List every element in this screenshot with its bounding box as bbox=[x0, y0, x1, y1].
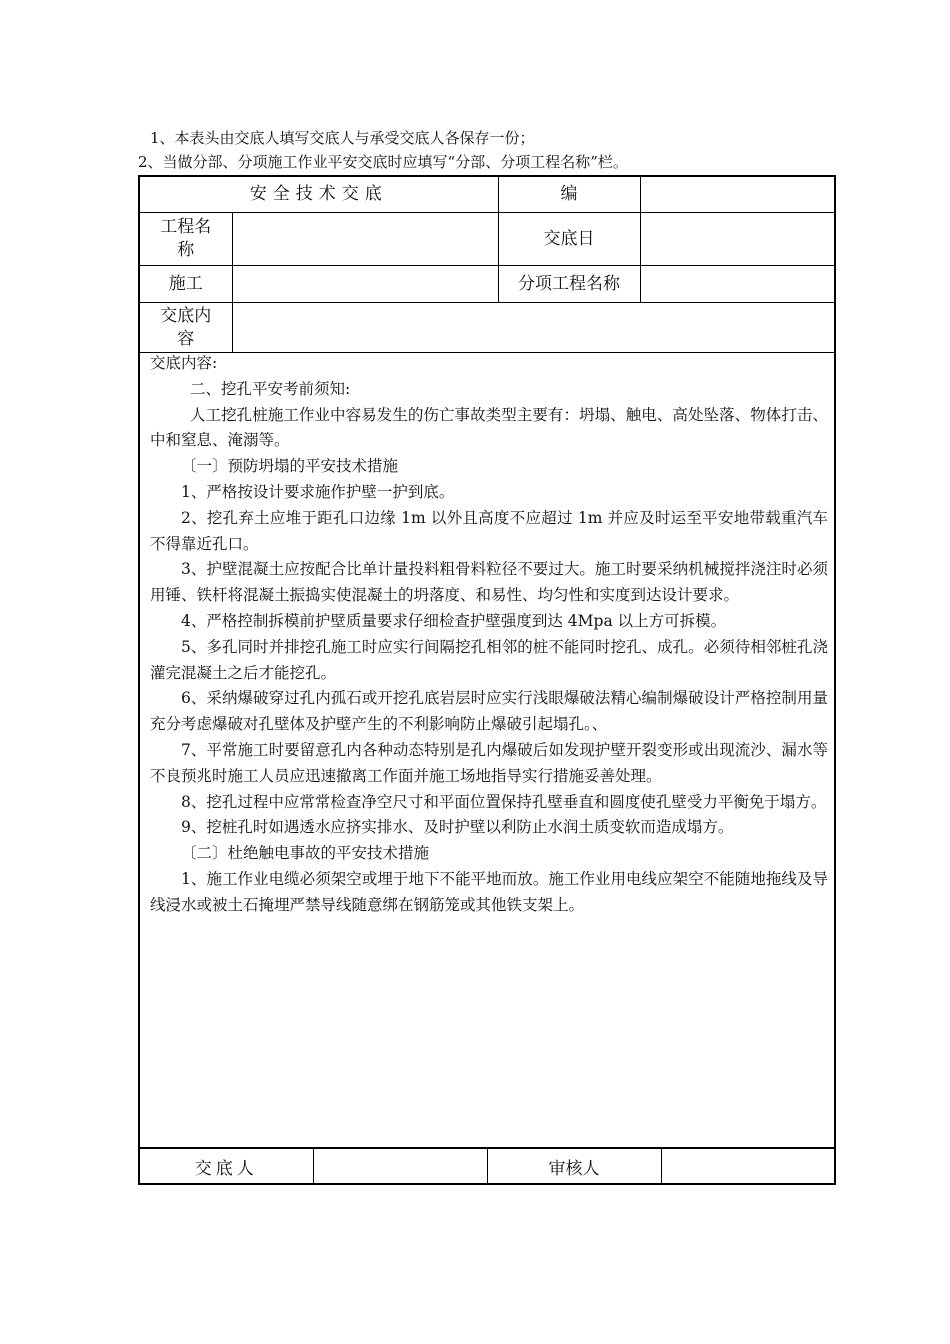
date-label: 交底日 bbox=[498, 213, 640, 266]
subitem-label: 分项工程名称 bbox=[498, 266, 640, 303]
measure-item-7: 7、平常施工时要留意孔内各种动态特别是孔内爆破后如发现护壁开裂变形或出现流沙、漏水等不良预兆时施工人员应迅速撤离工作面并施工场地指导实行措施妥善处理。 bbox=[150, 740, 828, 785]
measure-item-4: 4、严格控制拆模前护壁质量要求仔细检查护壁强度到达 4Mpa 以上方可拆模。 bbox=[181, 611, 727, 630]
note-line-2: 2、当做分部、分项施工作业平安交底时应填写“分部、分项工程名称”栏。 bbox=[138, 153, 628, 171]
form-title: 安全技术交底 bbox=[139, 176, 498, 213]
code-field[interactable] bbox=[640, 176, 835, 213]
signature-table bbox=[138, 1148, 836, 1185]
subsection-2-title: 〔二〕杜绝触电事故的平安技术措施 bbox=[181, 844, 430, 863]
measure-item-8: 8、挖孔过程中应常常检查净空尺寸和平面位置保持孔壁垂直和圆度使孔壁受力平衡免于塌方。 bbox=[181, 792, 827, 811]
measure-item-5: 5、多孔同时并排挖孔施工时应实行间隔挖孔相邻的桩不能同时挖孔、成孔。必须待相邻桩孔浇灌完混凝土之后才能挖孔。 bbox=[150, 637, 828, 682]
measure-item-2: 2、挖孔弃土应堆于距孔口边缘 1m 以外且高度不应超过 1m 并应及时运至平安地带载重汽车不得靠近孔口。 bbox=[150, 508, 828, 553]
note-line-1: 1、本表头由交底人填写交底人与承受交底人各保存一份； bbox=[150, 129, 535, 147]
code-label: 编 bbox=[498, 176, 640, 213]
disclosure-content-box bbox=[138, 349, 836, 1148]
header-table bbox=[138, 175, 836, 353]
measure-item-1: 1、严格按设计要求施作护壁一护到底。 bbox=[181, 482, 455, 501]
electric-item-1: 1、施工作业电缆必须架空或埋于地下不能平地而放。施工作业用电线应架空不能随地拖线及导线浸水或被土石掩埋严禁导线随意绑在钢筋笼或其他铁支架上。 bbox=[150, 869, 828, 914]
reviewer-label: 审核人 bbox=[487, 1149, 661, 1185]
section-2-title: 二、挖孔平安考前须知: bbox=[190, 379, 351, 398]
measure-item-6: 6、采纳爆破穿过孔内孤石或开挖孔底岩层时应实行浅眼爆破法精心编制爆破设计严格控制用量充分考虑爆破对孔壁体及护壁产生的不利影响防止爆破引起塌孔。、 bbox=[150, 689, 828, 734]
subitem-field[interactable] bbox=[640, 266, 835, 303]
construction-label: 施工 bbox=[139, 266, 232, 303]
content-heading: 交底内容: bbox=[150, 354, 218, 372]
construction-field[interactable] bbox=[232, 266, 498, 303]
subsection-1-title: 〔一〕预防坍塌的平安技术措施 bbox=[181, 457, 399, 476]
date-field[interactable] bbox=[640, 213, 835, 266]
measure-item-3: 3、护壁混凝土应按配合比单计量投料粗骨料粒径不要过大。施工时要采纳机械搅拌浇注时必须用锤、铁杆将混凝土振捣实使混凝土的坍落度、和易性、均匀性和实度到达设计要求。 bbox=[150, 560, 828, 605]
disclosure-content bbox=[150, 351, 828, 919]
discloser-label: 交底人 bbox=[139, 1149, 313, 1185]
content-field[interactable] bbox=[232, 303, 835, 353]
project-name-field[interactable] bbox=[232, 213, 498, 266]
intro-paragraph: 人工挖孔桩施工作业中容易发生的伤亡事故类型主要有：坍塌、触电、高处坠落、物体打击、中和窒息、淹溺等。 bbox=[150, 405, 828, 450]
discloser-field[interactable] bbox=[313, 1149, 487, 1185]
measure-item-9: 9、挖桩孔时如遇透水应挤实排水、及时护壁以利防止水润土质变软而造成塌方。 bbox=[181, 818, 734, 837]
reviewer-field[interactable] bbox=[661, 1149, 835, 1185]
project-name-label: 工程名称 bbox=[139, 213, 232, 266]
content-label: 交底内容 bbox=[139, 303, 232, 353]
